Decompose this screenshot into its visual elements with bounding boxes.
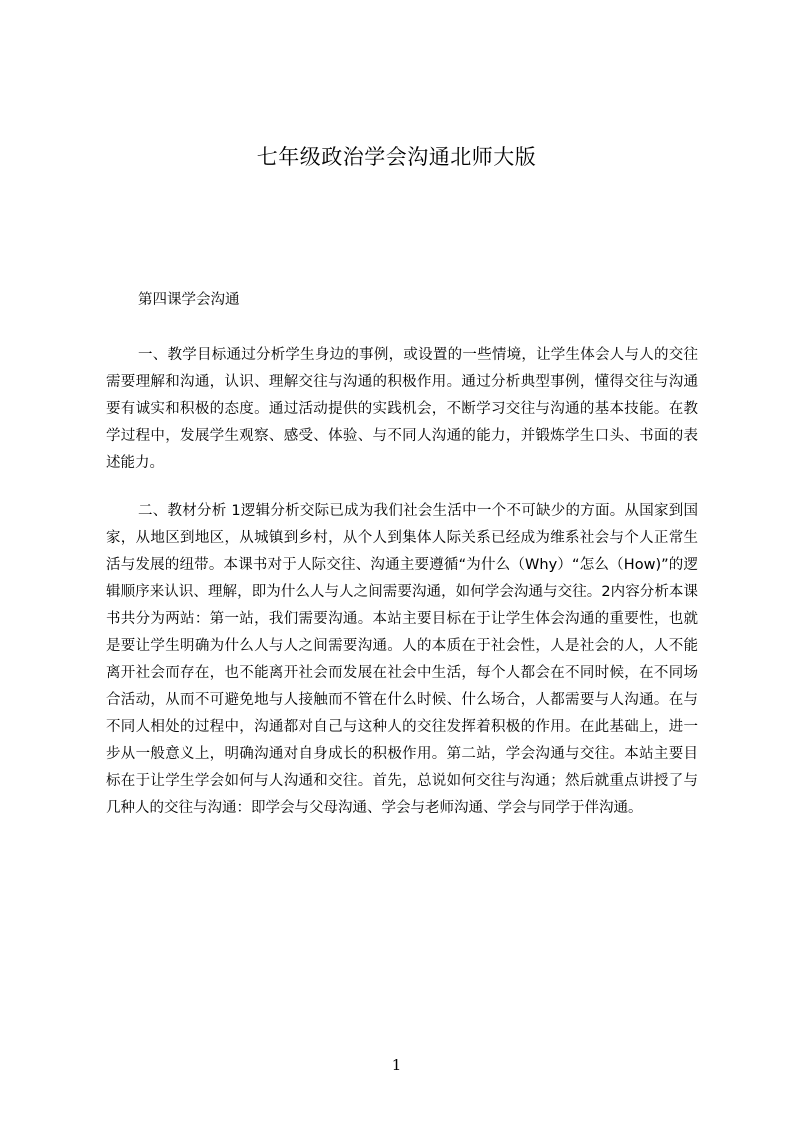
page-number: 1 xyxy=(391,1056,402,1074)
paragraph-textbook-analysis: 二、教材分析 1逻辑分析交际已成为我们社会生活中一个不可缺少的方面。从国家到国家，从地区到地区，从城镇到乡村，从个人到集体人际关系已经成为维系社会与个人正常生活与发展的纽带。本课书对于人际交往、沟通主要遵循“为什么（Why）“怎么（How)”的逻辑顺序来认识、理解，即为什么人与人之间需要沟通，如何学会沟通与交往。2内容分析本课书共分为两站：第一站，我们需要沟通。本站主要目标在于让学生体会沟通的重要性，也就是要让学生明确为什么人与人之间需要沟通。人的本质在于社会性，人是社会的人，人不能离开社会而存在，也不能离开社会而发展在社会中生活，每个人都会在不同时候，在不同场合活动，从而不可避免地与人接触而不管在什么时候、什么场合，人都需要与人沟通。在与不同人相处的过程中，沟通都对自己与这种人的交往发挥着积极的作用。在此基础上，进一步从一般意义上，明确沟通对自身成长的积极作用。第二站，学会沟通与交往。本站主要目标在于让学生学会如何与人沟通和交往。首先，总说如何交往与沟通；然后就重点讲授了与几种人的交往与沟通：即学会与父母沟通、学会与老师沟通、学会与同学于伴沟通。 xyxy=(106,503,698,816)
page-title: 七年级政治学会沟通北师大版 xyxy=(256,145,537,169)
paragraph-teaching-goals: 一、教学目标通过分析学生身边的事例，或设置的一些情境，让学生体会人与人的交往需要理解和沟通，认识、理解交往与沟通的积极作用。通过分析典型事例，懂得交往与沟通要有诚实和积极的态度。通过活动提供的实践机会，不断学习交往与沟通的基本技能。在教学过程中，发展学生观察、感受、体验、与不同人沟通的能力，并锻炼学生口头、书面的表述能力。 xyxy=(106,347,698,471)
lesson-heading: 第四课学会沟通 xyxy=(138,292,240,308)
